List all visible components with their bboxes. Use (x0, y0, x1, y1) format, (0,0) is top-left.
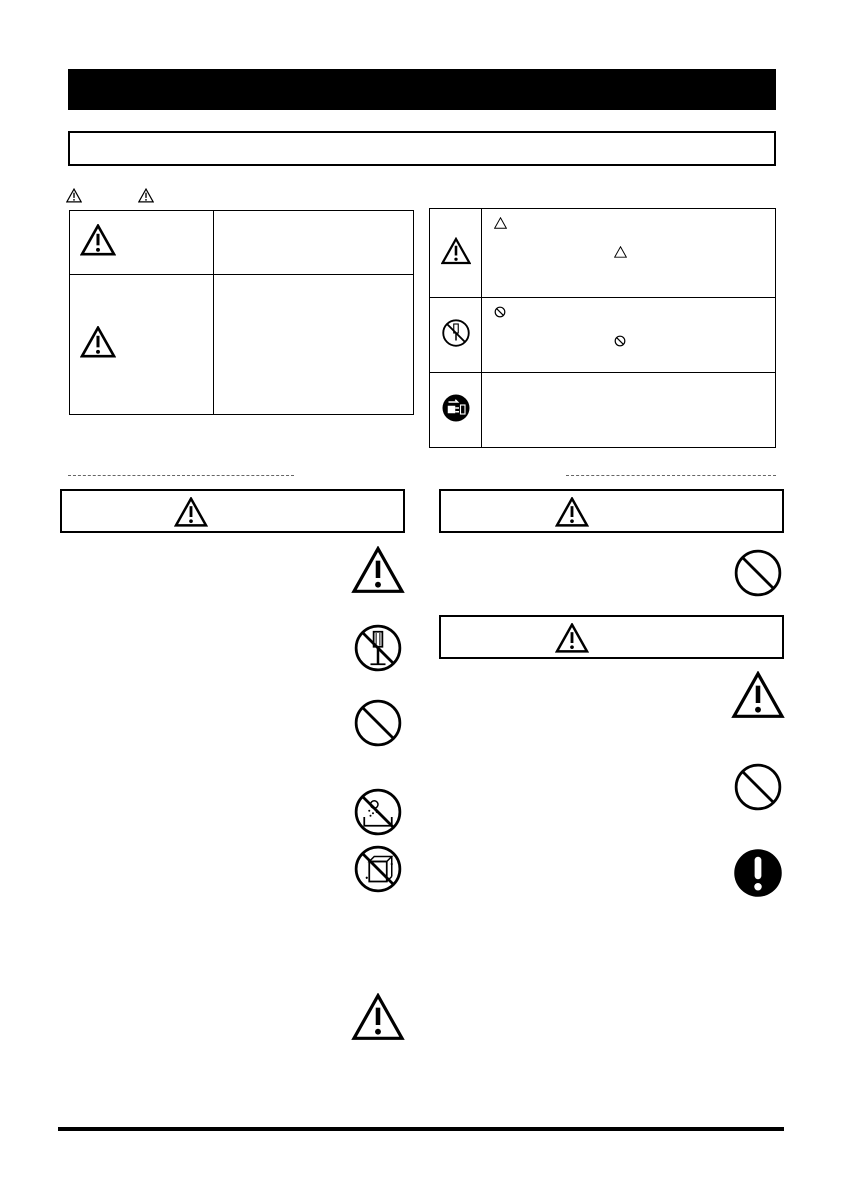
prohibited-circle-icon (353, 698, 403, 748)
do-not-disassemble-icon (353, 623, 403, 673)
caution-triangle-icon (351, 993, 405, 1041)
symbol-cell-prohibited (430, 298, 482, 373)
caution-triangle-icon (555, 623, 589, 653)
caution-triangle-icon (555, 497, 589, 527)
warning-level-description (214, 211, 414, 275)
warning-box-right (439, 489, 784, 533)
caution-level-description (214, 275, 414, 415)
symbol-description-caution (482, 209, 776, 298)
symbols-table (429, 208, 776, 448)
page-title-bar (68, 69, 776, 110)
caution-triangle-icon (138, 188, 154, 203)
unplug-icon (441, 393, 471, 423)
caution-triangle-icon (80, 326, 116, 358)
subtitle-bar (68, 131, 776, 166)
do-not-use-in-wet-places-icon (353, 787, 403, 837)
small-prohibited-icon (494, 306, 506, 318)
separator-right (566, 475, 776, 476)
small-triangle-icon (494, 217, 507, 229)
caution-triangle-icon (174, 497, 208, 527)
caution-triangle-icon (351, 546, 405, 594)
caution-triangle-icon (80, 224, 116, 256)
warning-definitions-table (69, 210, 414, 415)
separator-left (68, 475, 294, 476)
mandatory-action-icon (733, 848, 783, 898)
caution-triangle-icon (731, 671, 785, 719)
caution-level-cell (70, 275, 214, 415)
caution-triangle-icon (66, 188, 82, 203)
do-not-disassemble-icon (441, 318, 471, 348)
caution-triangle-icon (441, 237, 471, 265)
small-triangle-icon (614, 246, 627, 258)
warning-box-left (60, 489, 405, 533)
prohibited-circle-icon (733, 548, 783, 598)
no-liquids-icon (353, 844, 403, 894)
warning-level-cell (70, 211, 214, 275)
legend-heading (66, 188, 186, 204)
caution-box-right (439, 615, 784, 659)
symbol-cell-caution (430, 209, 482, 298)
footer-rule (58, 1127, 784, 1131)
symbol-description-mandatory (482, 373, 776, 448)
symbol-cell-mandatory (430, 373, 482, 448)
symbol-description-prohibited (482, 298, 776, 373)
prohibited-circle-icon (733, 762, 783, 812)
small-prohibited-icon (614, 335, 626, 347)
